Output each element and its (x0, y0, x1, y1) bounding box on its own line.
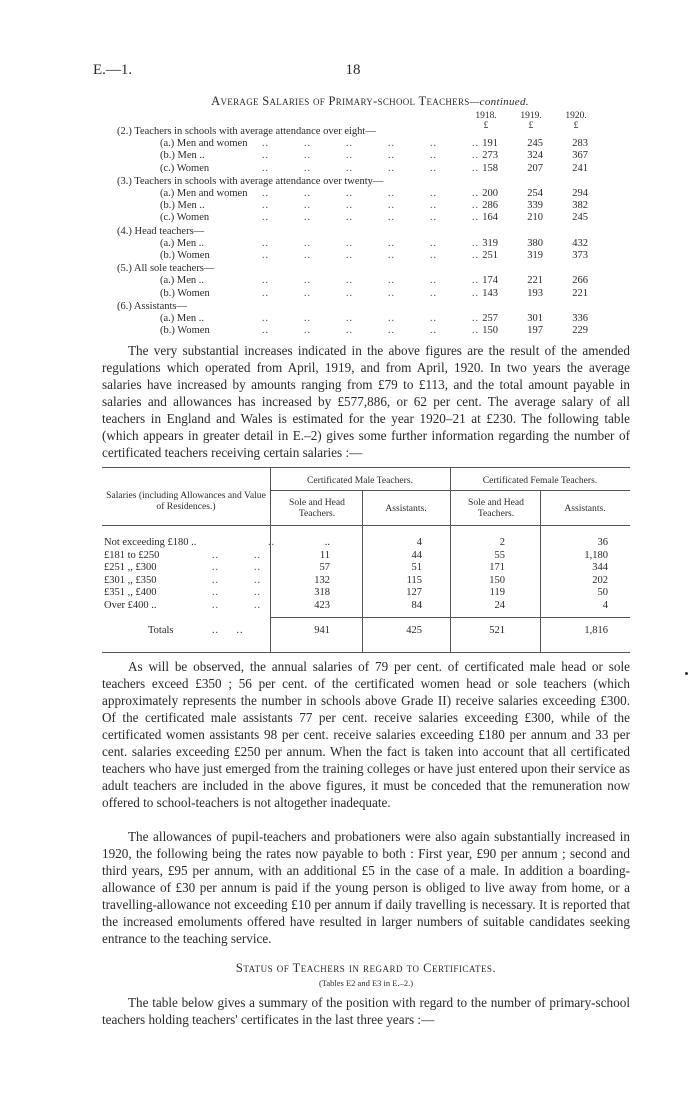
avg-row-label: (a.) Men .. (160, 313, 205, 324)
year-header: 1920. (565, 111, 587, 121)
avg-row-value: 254 (527, 188, 543, 199)
avg-row-label: (2.) Teachers in schools with average attendance over eight— (117, 126, 376, 137)
salary-row-value: 115 (406, 574, 422, 586)
salary-row-value: 55 (494, 549, 505, 561)
salary-row-dots: .. .. (212, 574, 261, 586)
avg-row-label: (b.) Women (160, 287, 210, 299)
avg-row-value: 319 (482, 237, 498, 249)
salary-row-value: 1,180 (584, 549, 608, 561)
salary-row-value: 57 (319, 562, 330, 573)
salary-row-dots: .. .. (212, 587, 261, 598)
page-header-ref: E.—1. (93, 62, 133, 78)
female-group-header: Certificated Female Teachers. (482, 475, 598, 486)
salary-row-label: £351 ,, £400 (104, 587, 157, 598)
table-totals-rule (270, 617, 630, 618)
page-number: 18 (345, 62, 361, 78)
avg-row-label: (c.) Women (160, 212, 210, 224)
avg-row-value: 382 (572, 200, 588, 212)
avg-row-dots: .. .. .. .. .. .. (262, 138, 479, 150)
avg-row-label: (a.) Men and women (160, 138, 248, 150)
avg-row-label: (3.) Teachers in schools with average attendance over twenty— (117, 175, 384, 187)
salary-row-value: 50 (597, 587, 608, 598)
avg-row-dots: .. .. .. .. .. .. (262, 250, 479, 261)
avg-row-value: 210 (527, 212, 543, 224)
salary-row-value: 318 (314, 587, 330, 598)
avg-row-value: 150 (482, 325, 498, 337)
paragraph-allowances: The allowances of pupil-teachers and probationers were also again substantially increased in 1920, the following being the rates now payable to both : First year, £90 per annum ; second and third years, £95 per annum, with an additional £5 in the case of a male. In addition a boarding-allowance of £30 per annum is paid if the young person is obliged to live away from home, or a travelling-allowance not exceeding £10 per annum if daily travelling is necessary. It is reported that the increased emoluments offered have resulted in larger numbers of suitable candidates seeking entrance to the teaching service. (102, 829, 630, 946)
table-bottom-rule (102, 652, 630, 653)
avg-row-value: 197 (527, 325, 543, 337)
total-female-assistants: 1,816 (584, 625, 608, 636)
salary-row-value: 202 (592, 574, 608, 586)
avg-row-dots: .. .. .. .. .. .. (262, 313, 479, 324)
salary-row-label: £181 to £250 (104, 549, 160, 561)
avg-row-dots: .. .. .. .. .. .. (262, 275, 479, 287)
salary-row-value: 171 (489, 562, 505, 573)
salary-row-dots: .. (240, 537, 275, 548)
avg-row-value: 245 (572, 212, 588, 224)
avg-row-label: (4.) Head teachers— (117, 225, 205, 237)
year-header: 1918. (475, 111, 497, 121)
avg-row-value: 193 (527, 287, 543, 299)
table-group-rule (270, 490, 630, 491)
avg-row-value: 158 (482, 162, 498, 174)
salary-table-stub-header: Salaries (including Allowances and Value of Residences.) (106, 490, 266, 512)
male-sole-head-col: Sole and Head Teachers. (289, 497, 345, 519)
year-header: 1919. (520, 111, 542, 121)
table-top-rule (102, 467, 630, 468)
salary-row-value: 132 (314, 574, 330, 586)
avg-row-dots: .. .. .. .. .. .. (262, 188, 479, 199)
salary-row-value: 24 (494, 599, 505, 611)
avg-row-label: (5.) All sole teachers— (117, 263, 215, 275)
salary-row-value: 2 (499, 537, 505, 548)
avg-row-value: 191 (482, 138, 498, 150)
avg-row-value: 200 (482, 188, 498, 199)
avg-row-dots: .. .. .. .. .. .. (262, 287, 479, 299)
paragraph-salary-increases: The very substantial increases indicated in the above figures are the result of the amended regulations which operated from April, 1919, and from April, 1920. In two years the average salaries have increased by amounts ranging from £79 to £113, and the total amount payable in salaries and allowances has increased by £577,886, or 62 per cent. The average salary of all teachers in England and Wales is estimated for the year 1920–21 at £230. The following table (which appears in greater detail in E.–2) gives some further information regarding the number of certificated teachers receiving certain salaries :— (102, 343, 630, 460)
totals-label: Totals (148, 625, 174, 636)
avg-row-value: 164 (482, 212, 498, 224)
salary-row-dots: .. .. (212, 562, 261, 573)
avg-row-value: 229 (572, 325, 588, 337)
avg-row-dots: .. .. .. .. .. .. (262, 150, 479, 162)
salary-row-label: Not exceeding £180 .. (104, 537, 197, 548)
avg-row-value: 266 (572, 275, 588, 287)
salary-row-value: 84 (411, 599, 422, 611)
salary-row-value: 344 (592, 562, 608, 573)
avg-row-value: 319 (527, 250, 543, 261)
totals-dots: .. .. (212, 625, 244, 636)
avg-row-dots: .. .. .. .. .. .. (262, 200, 479, 212)
avg-table-title (90, 94, 650, 109)
avg-row-dots: .. .. .. .. .. .. (262, 237, 479, 249)
avg-row-value: 207 (527, 162, 543, 174)
avg-row-value: 294 (572, 188, 588, 199)
salary-row-dots: .. .. (212, 599, 261, 611)
female-assistants-col: Assistants. (564, 503, 606, 514)
salary-row-value: 423 (314, 599, 330, 611)
avg-row-value: 286 (482, 200, 498, 212)
avg-row-value: 251 (482, 250, 498, 261)
avg-row-value: 257 (482, 313, 498, 324)
avg-row-value: 245 (527, 138, 543, 150)
avg-row-dots: .. .. .. .. .. .. (262, 162, 479, 174)
avg-row-value: 174 (482, 275, 498, 287)
avg-row-value: 221 (572, 287, 588, 299)
total-female-sole: 521 (489, 625, 505, 636)
salary-row-dots: .. .. (212, 549, 261, 561)
currency-header: £ (528, 121, 534, 131)
salary-row-label: £251 ,, £300 (104, 562, 157, 573)
salary-row-value: .. (324, 537, 330, 548)
avg-row-dots: .. .. .. .. .. .. (262, 325, 479, 337)
total-male-sole: 941 (314, 625, 330, 636)
avg-row-label: (b.) Women (160, 250, 210, 261)
salary-row-value: 51 (411, 562, 422, 573)
salary-row-value: 4 (416, 537, 422, 548)
avg-row-value: 380 (527, 237, 543, 249)
avg-row-value: 324 (527, 150, 543, 162)
total-male-assistants: 425 (406, 625, 422, 636)
salary-row-value: 119 (489, 587, 505, 598)
section-title-status: Status of Teachers in regard to Certificates. (235, 961, 497, 975)
paragraph-summary-intro: The table below gives a summary of the position with regard to the number of primary-school teachers holding teachers' certificates in the last three years :— (102, 995, 630, 1027)
avg-row-value: 339 (527, 200, 543, 212)
male-assistants-col: Assistants. (385, 503, 427, 514)
margin-mark (685, 672, 688, 675)
avg-row-label: (a.) Men and women (160, 188, 248, 199)
section-subtitle-tables: (Tables E2 and E3 in E.–2.) (318, 978, 414, 988)
avg-row-dots: .. .. .. .. .. .. (262, 212, 479, 224)
avg-row-label: (a.) Men .. (160, 275, 205, 287)
salary-row-value: 4 (602, 599, 608, 611)
paragraph-observations: As will be observed, the annual salaries of 79 per cent. of certificated male head or sole teachers exceed £350 ; 56 per cent. of the certificated women head or sole teachers (which approximately represents the number in schools above Grade II) receive salaries exceeding £300. Of the certificated male assistants 77 per cent. receive salaries exceeding £300, while of the certificated women assistants 98 per cent. receive salaries exceeding £180 per annum and 33 per cent. salaries exceeding £250 per annum. When the fact is taken into account that all certificated teachers who have just emerged from the training colleges or have just entered upon their service as adult teachers are included in the above figures, it must be conceded that the remuneration now offered to school-teachers is not altogether inadequate. (102, 659, 630, 810)
currency-header: £ (483, 121, 489, 131)
avg-row-label: (b.) Women (160, 325, 210, 337)
currency-header: £ (573, 121, 579, 131)
salary-row-value: 11 (319, 549, 330, 561)
salary-row-label: £301 ,, £350 (104, 574, 157, 586)
avg-table-title-main: Average Salaries of Primary-school Teachers (211, 94, 470, 108)
avg-row-value: 301 (527, 313, 543, 324)
avg-row-value: 143 (482, 287, 498, 299)
avg-row-label: (a.) Men .. (160, 237, 205, 249)
table-head-rule (102, 525, 630, 526)
avg-row-value: 221 (527, 275, 543, 287)
avg-row-value: 273 (482, 150, 498, 162)
avg-row-value: 336 (572, 313, 588, 324)
avg-table-title-cont: —continued. (469, 96, 529, 108)
male-group-header: Certificated Male Teachers. (307, 475, 413, 486)
avg-row-value: 283 (572, 138, 588, 150)
salary-row-value: 44 (411, 549, 422, 561)
salary-row-value: 150 (489, 574, 505, 586)
avg-row-value: 367 (572, 150, 588, 162)
avg-row-label: (b.) Men .. (160, 150, 205, 162)
female-sole-head-col: Sole and Head Teachers. (468, 497, 524, 519)
avg-row-label: (c.) Women (160, 162, 210, 174)
avg-row-label: (6.) Assistants— (117, 300, 188, 312)
avg-row-value: 241 (572, 162, 588, 174)
avg-row-value: 373 (572, 250, 588, 261)
salary-row-value: 36 (597, 537, 608, 548)
avg-row-value: 432 (572, 237, 588, 249)
salary-row-label: Over £400 .. (104, 599, 157, 611)
avg-row-label: (b.) Men .. (160, 200, 205, 212)
salary-row-value: 127 (406, 587, 422, 598)
